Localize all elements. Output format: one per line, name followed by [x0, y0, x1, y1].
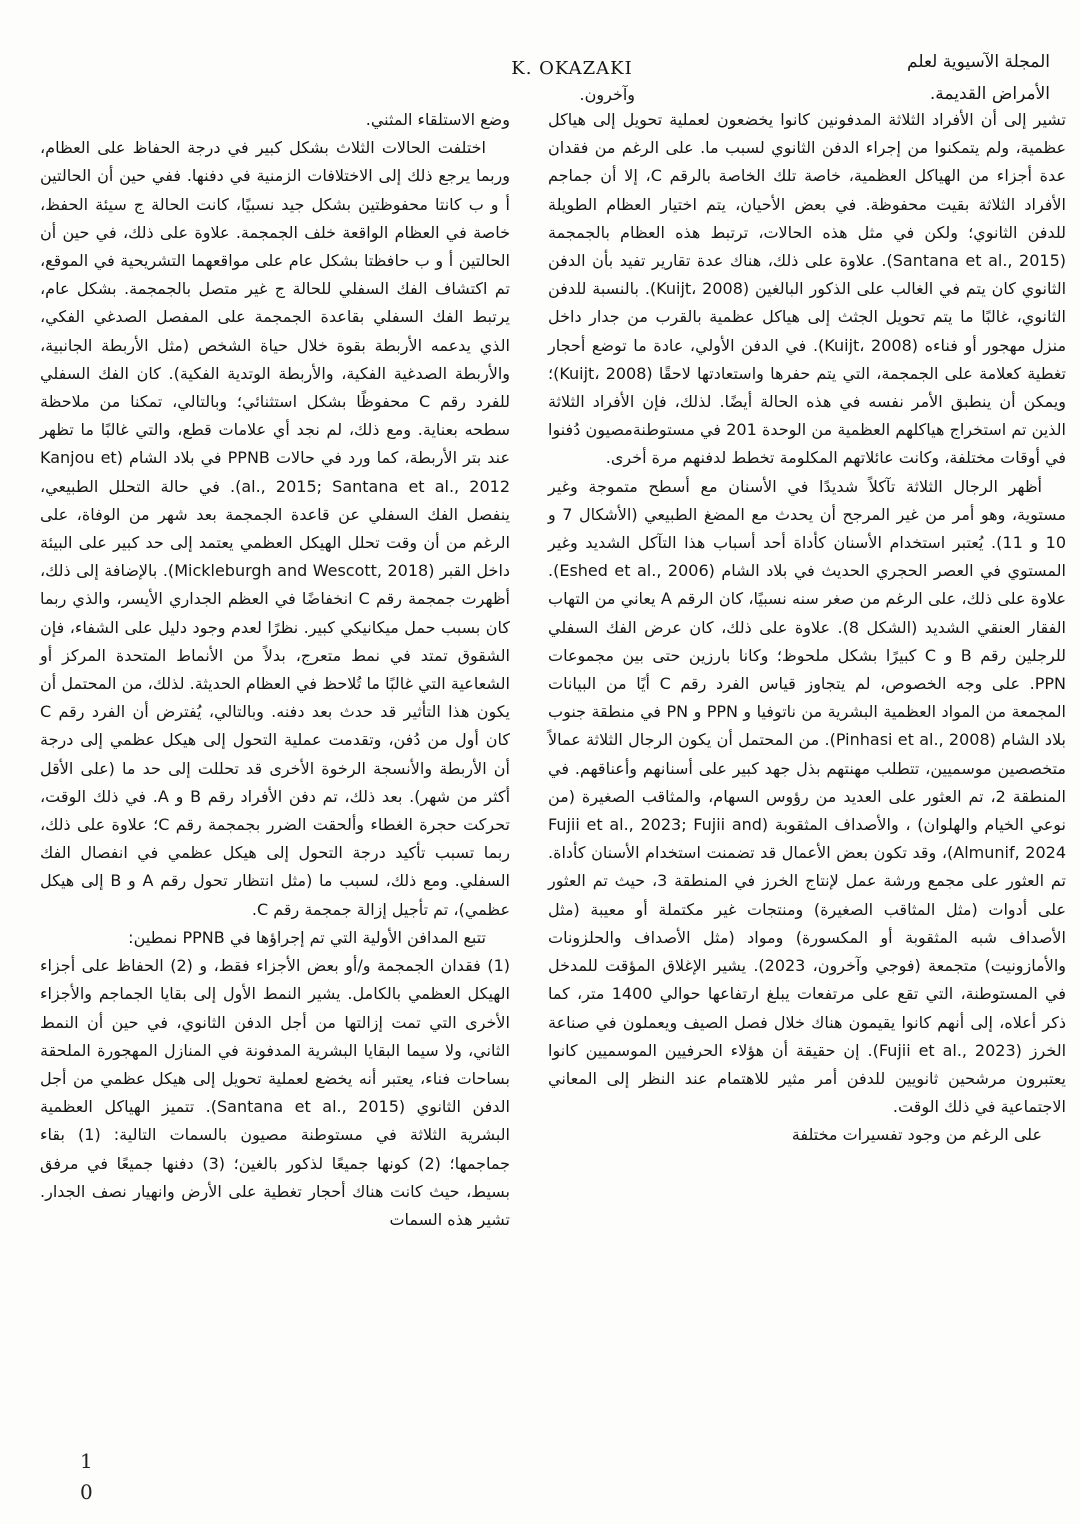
- paragraph: تشير إلى أن الأفراد الثلاثة المدفونين كانوا يخضعون لعملية تحويل إلى هياكل عظمية، ولم يتمكنوا من إجراء الدفن الثانوي لسبب ما. على الرغم من فقدان عدة أجزاء من الهياكل العظمية، خاصة تلك الخاصة بالرقم C، إلا أن جماجم الأفراد الثلاثة بقيت محفوظة. في بعض الأحيان، يتم اختيار العظام الطويلة للدفن الثانوي؛ ولكن في مثل هذه الحالات، ترتبط هذه العظام بالجمجمة (Santana et al., 2015). علاوة على ذلك، هناك عدة تقارير تفيد بأن الدفن الثانوي كان يتم في الغالب على الذكور البالغين (Kuijt، 2008). بالنسبة للدفن الثانوي، غالبًا ما يتم تحويل الجثث إلى هياكل عظمية بالقرب من جدار داخل منزل مهجور أو فناءه (Kuijt، 2008). في الدفن الأولي، عادة ما توضع أحجار تغطية كعلامة على الجمجمة، التي يتم حفرها واستعادتها لاحقًا (Kuijt، 2008)؛ ويمكن أن ينطبق الأمر نفسه في هذه الحالة أيضًا. لذلك، فإن الأفراد الثلاثة الذين تم استخراج هياكلهم العظمية من الوحدة 201 في مستوطنةمصيون دُفنوا في أوقات مختلفة، وكانت عائلاتهم المكلومة تخطط لدفنهم مرة أخرى.: [548, 110, 1067, 468]
- author-block: [503, 58, 641, 104]
- paragraph: وضع الاستلقاء المثني.: [365, 110, 510, 129]
- author-name: K. OKAZAKI: [511, 58, 633, 79]
- paragraph: على الرغم من وجود تفسيرات مختلفة: [791, 1125, 1042, 1145]
- journal-title-line2: الأمراض القديمة.: [929, 84, 1050, 104]
- paragraph: تتبع المدافن الأولية التي تم إجراؤها في PPNB نمطين:: [128, 927, 486, 947]
- paragraph: اختلفت الحالات الثلاث بشكل كبير في درجة الحفاظ على العظام، وربما يرجع ذلك إلى الاختلافات الزمنية في دفنها. ففي حين أن الحالتين أ و ب كانتا محفوظتين بشكل جيد نسبيًا، كانت الحالة ج سيئة الحفظ، خاصة في العظام الواقعة خلف الجمجمة. علاوة على ذلك، في حين أن الحالتين أ و ب حافظتا بشكل عام على مواقعهما التشريحية في الموقع، تم اكتشاف الفك السفلي للحالة ج غير متصل بالجمجمة. بشكل عام، يرتبط الفك السفلي بقاعدة الجمجمة على المفصل الصدغي الفكي، الذي يدعمه الأربطة بقوة خلال حياة الشخص (مثل الأربطة الجانبية، والأربطة الصدغية الفكية، والأربطة الوتدية الفكية). كان الفك السفلي للفرد رقم C محفوظًا بشكل استثنائي؛ وبالتالي، تمكنا من ملاحظة سطحه بعناية. ومع ذلك، لم نجد أي علامات قطع، والتي غالبًا ما تظهر عند بتر الأربطة، كما ورد في حالات PPNB في بلاد الشام (Kanjou et al., 2015; Santana et al., 2012). في حالة التحلل الطبيعي، ينفصل الفك السفلي عن قاعدة الجمجمة بعد شهر من الوفاة، على الرغم من أن وقت تحلل الهيكل العظمي يعتمد إلى حد كبير على البيئة داخل القبر (Mickleburgh and Wescott, 2018). بالإضافة إلى ذلك، أظهرت جمجمة رقم C انخفاضًا في العظم الجداري الأيسر، والذي ربما كان بسبب حمل ميكانيكي كبير. نظرًا لعدم وجود دليل على الشفاء، فإن الشقوق تمتد في نمط متعرج، بدلاً من الأنماط المتحدة المركز أو الشعاعية التي غالبًا ما تُلاحظ في العظام الحديثة. لذلك، من المحتمل أن يكون هذا التأثير قد حدث بعد دفنه. وبالتالي، يُفترض أن الفرد رقم C كان أول من دُفن، وتقدمت عملية التحول إلى هيكل عظمي إلى درجة أن الأربطة والأنسجة الرخوة الأخرى قد تحللت إلى حد ما (على الأقل أكثر من شهر). بعد ذلك، تم دفن الأفراد رقم B و A. في ذلك الوقت، تحركت حجرة الغطاء وألحقت الضرر بجمجمة رقم C؛ علاوة على ذلك، ربما تسبب تأكيد درجة التحول إلى هيكل عظمي في انفصال الفك السفلي. ومع ذلك، لسبب ما (مثل انتظار تحول رقم A و B إلى هيكل عظمي)، تم تأجيل إزالة جمجمة رقم C.: [40, 138, 511, 919]
- paragraph: (1) فقدان الجمجمة و/أو بعض الأجزاء فقط، و (2) الحفاظ على أجزاء الهيكل العظمي بالكامل. يشير النمط الأول إلى بقايا الجماجم والأجزاء الأخرى التي تمت إزالتها من أجل الدفن الثانوي، في حين أن النمط الثاني، ولا سيما البقايا البشرية المدفونة في المنازل المهجورة الملحقة بساحات فناء، يعتبر أنه يخضع لعملية تحويل إلى هيكل عظمي من أجل الدفن الثانوي (Santana et al., 2015). تتميز الهياكل العظمية البشرية الثلاثة في مستوطنة مصيون بالسمات التالية: (1) بقاء جماجمها؛ (2) كونها جميعًا لذكور بالغين؛ (3) دفنها جميعًا في مرفق بسيط، حيث كانت هناك أحجار تغطية على الأرض وانهيار نصف الجدار. تشير هذه السمات: [40, 956, 511, 1229]
- page-number-digit-1: 1: [80, 1449, 93, 1473]
- right-text-column: [548, 106, 1066, 1150]
- journal-title-line1: المجلة الآسيوية لعلم: [907, 52, 1050, 72]
- paragraph: أظهر الرجال الثلاثة تآكلاً شديدًا في الأسنان مع أسطح متموجة وغير مستوية، وهو أمر من غير المرجح أن يحدث مع المضغ الطبيعي (الأشكال 7 و 10 و 11). يُعتبر استخدام الأسنان كأداة أحد أسباب هذا التآكل الشديد وغير المستوي في العصر الحجري الحديث في بلاد الشام (Eshed et al., 2006). علاوة على ذلك، على الرغم من صغر سنه نسبيًا، كان الرقم A يعاني من التهاب الفقار العنقي الشديد (الشكل 8). علاوة على ذلك، كان عرض الفك السفلي للرجلين رقم B و C كبيرًا بشكل ملحوظ؛ وكانا بارزين حتى بين مجموعات PPN. على وجه الخصوص، لم يتجاوز قياس الفرد رقم C أيًا من البيانات المجمعة من المواد العظمية البشرية من ناتوفيا و PPN و PN في منطقة جنوب بلاد الشام (Pinhasi et al., 2008). من المحتمل أن يكون الرجال الثلاثة عمالاً متخصصين موسميين، تتطلب مهنتهم بذل جهد كبير على أسنانهم وأعناقهم. في المنطقة 2، تم العثور على العديد من رؤوس السهام، والمثاقب الصغيرة (من نوعي الخيام والهلوان) ، والأصداف المثقوبة (Fujii et al., 2023; Fujii and Almunif, 2024)، وقد تكون بعض الأعمال قد تضمنت استخدام الأسنان كأداة. تم العثور على مجمع ورشة عمل لإنتاج الخرز في المنطقة 3، حيث تم العثور على أدوات (مثل المثاقب الصغيرة) ومنتجات غير مكتملة أو معيبة (مثل الأصداف شبه المثقوبة أو المكسورة) ومواد (مثل الأصداف والحلزونات والأمازونيت) متجمعة (فوجي وآخرون، 2023). يشير الإغلاق المؤقت للمدخل في المستوطنة، التي تقع على مرتفعات يبلغ ارتفاعها حوالي 1400 متر، كما ذكر أعلاه، إلى أنهم كانوا يقيمون هناك خلال فصل الصيف ويعملون في صناعة الخرز (Fujii et al., 2023). إن حقيقة أن هؤلاء الحرفيين الموسميين كانوا يعتبرون مرشحين ثانويين للدفن أمر مثير للاهتمام عند النظر إلى المعاني الاجتماعية في ذلك الوقت.: [548, 476, 1067, 1117]
- left-text-column: [40, 106, 510, 1234]
- journal-title: [800, 46, 1050, 110]
- et-al-label: وآخرون.: [579, 85, 635, 104]
- page-number-digit-2: 0: [80, 1480, 93, 1504]
- page-number: [80, 1446, 93, 1508]
